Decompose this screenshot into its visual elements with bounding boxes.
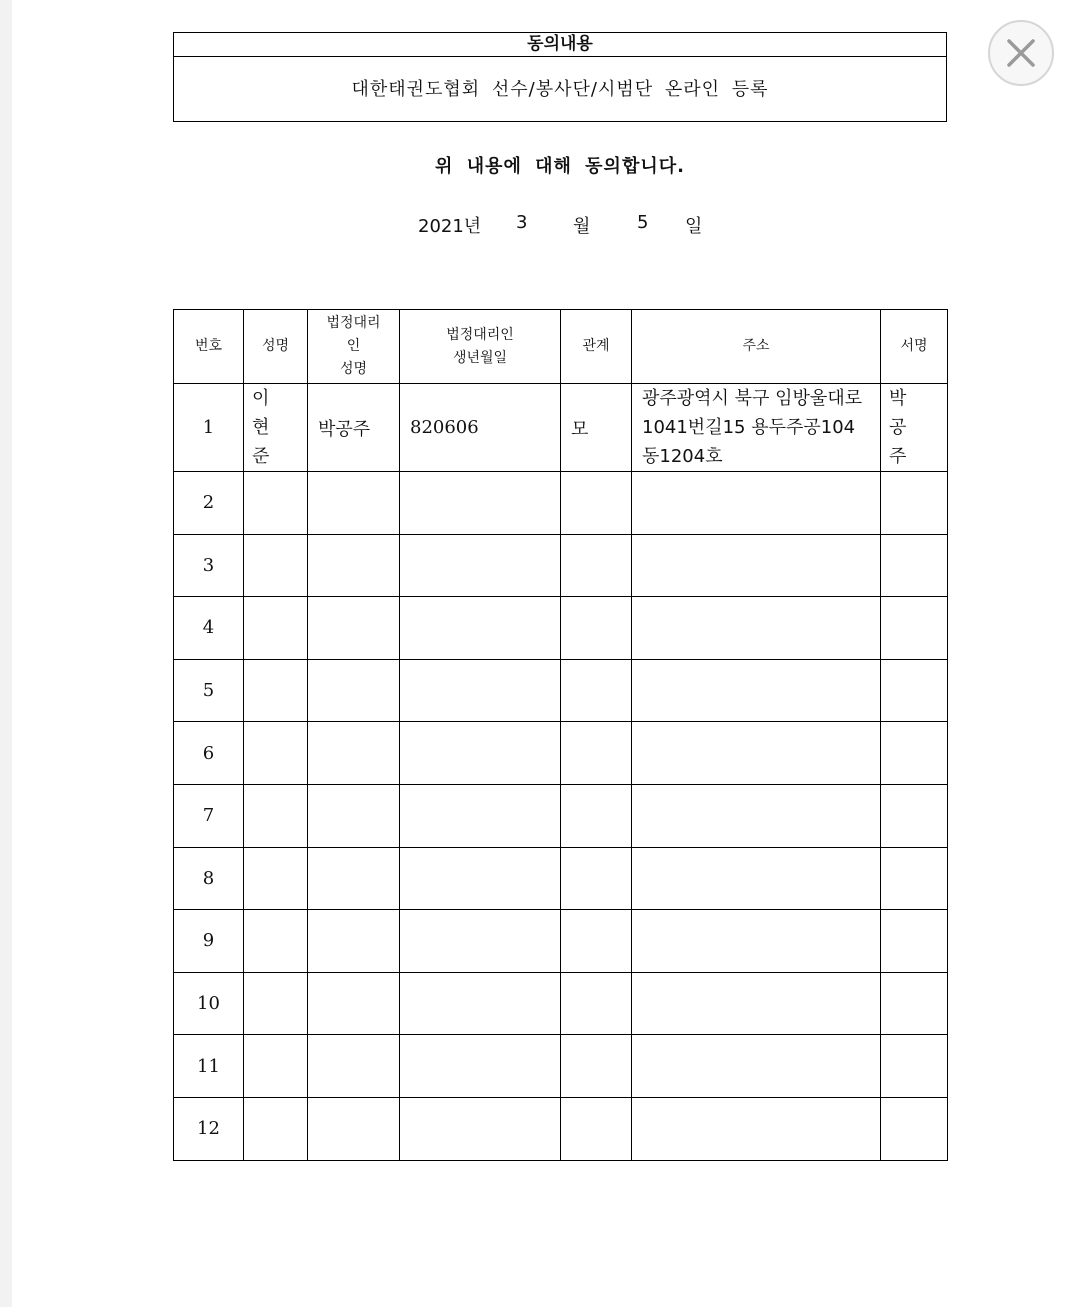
cell-relation [561, 534, 632, 597]
cell-relation [561, 972, 632, 1035]
cell-signature [881, 1097, 948, 1160]
cell-name [244, 722, 308, 785]
cell-guardian-name [308, 784, 400, 847]
close-button[interactable] [988, 20, 1054, 86]
row-number: 10 [174, 972, 244, 1035]
cell-address [632, 1097, 881, 1160]
cell-guardian-name [308, 597, 400, 660]
cell-name [244, 659, 308, 722]
cell-guardian-birth [400, 722, 561, 785]
table-row [174, 384, 948, 472]
cell-guardian-birth [400, 910, 561, 973]
cell-address [632, 1035, 881, 1098]
header-address: 주소 [632, 310, 881, 384]
header-no: 번호 [174, 310, 244, 384]
table-row [174, 847, 948, 910]
cell-relation [561, 597, 632, 660]
consent-header: 동의내용 [174, 33, 946, 57]
cell-signature [881, 597, 948, 660]
agree-statement: 위 내용에 대해 동의합니다. [435, 156, 685, 177]
table-row [174, 1097, 948, 1160]
cell-signature: 박 공 주 [881, 384, 948, 472]
cell-relation [561, 1097, 632, 1160]
cell-name [244, 1097, 308, 1160]
cell-relation [561, 1035, 632, 1098]
cell-name [244, 472, 308, 535]
cell-guardian-birth [400, 597, 561, 660]
cell-relation [561, 784, 632, 847]
cell-guardian-birth [400, 659, 561, 722]
date-month: 3 [516, 212, 528, 233]
cell-name [244, 972, 308, 1035]
roster-table [173, 309, 948, 1161]
cell-signature [881, 972, 948, 1035]
cell-guardian-birth: 820606 [400, 384, 561, 472]
cell-name [244, 847, 308, 910]
cell-name [244, 1035, 308, 1098]
row-number: 6 [174, 722, 244, 785]
table-row [174, 722, 948, 785]
cell-relation [561, 722, 632, 785]
cell-relation [561, 659, 632, 722]
row-number: 5 [174, 659, 244, 722]
cell-relation [561, 910, 632, 973]
cell-signature [881, 659, 948, 722]
row-number: 8 [174, 847, 244, 910]
cell-relation [561, 472, 632, 535]
cell-name [244, 597, 308, 660]
date-year: 2021년 [418, 216, 482, 237]
cell-relation [561, 847, 632, 910]
cell-guardian-name [308, 722, 400, 785]
row-number: 3 [174, 534, 244, 597]
cell-guardian-name [308, 534, 400, 597]
cell-address [632, 472, 881, 535]
table-row [174, 597, 948, 660]
date-month-label: 월 [573, 216, 591, 237]
cell-address [632, 722, 881, 785]
cell-name: 이 현 준 [244, 384, 308, 472]
cell-guardian-birth [400, 472, 561, 535]
row-number: 11 [174, 1035, 244, 1098]
cell-guardian-birth [400, 847, 561, 910]
consent-box [173, 32, 947, 122]
cell-address [632, 534, 881, 597]
cell-signature [881, 722, 948, 785]
table-row [174, 784, 948, 847]
cell-signature [881, 534, 948, 597]
cell-name [244, 534, 308, 597]
consent-body: 대한태권도협회 선수/봉사단/시범단 온라인 등록 [351, 79, 769, 100]
cell-relation: 모 [561, 384, 632, 472]
table-row [174, 659, 948, 722]
table-header-row [174, 310, 948, 384]
cell-address [632, 784, 881, 847]
cell-guardian-name [308, 1035, 400, 1098]
header-relation: 관계 [561, 310, 632, 384]
row-number: 9 [174, 910, 244, 973]
cell-name [244, 910, 308, 973]
table-row [174, 1035, 948, 1098]
header-guardian-birth: 법정대리인 생년월일 [400, 310, 561, 384]
cell-signature [881, 784, 948, 847]
cell-guardian-name [308, 910, 400, 973]
cell-guardian-name [308, 972, 400, 1035]
row-number: 2 [174, 472, 244, 535]
cell-signature [881, 910, 948, 973]
cell-name [244, 784, 308, 847]
cell-address [632, 910, 881, 973]
cell-guardian-name: 박공주 [308, 384, 400, 472]
cell-guardian-name [308, 472, 400, 535]
date-day-label: 일 [685, 216, 703, 237]
table-row [174, 534, 948, 597]
cell-guardian-name [308, 659, 400, 722]
cell-guardian-birth [400, 1097, 561, 1160]
cell-address [632, 597, 881, 660]
cell-guardian-birth [400, 784, 561, 847]
row-number: 7 [174, 784, 244, 847]
cell-address [632, 659, 881, 722]
table-row [174, 972, 948, 1035]
cell-guardian-birth [400, 534, 561, 597]
cell-signature [881, 1035, 948, 1098]
row-number: 4 [174, 597, 244, 660]
table-row [174, 910, 948, 973]
cell-address: 광주광역시 북구 임방울대로1041번길15 용두주공104동1204호 [632, 384, 881, 472]
cell-guardian-name [308, 847, 400, 910]
date-line [0, 212, 1080, 240]
cell-guardian-birth [400, 1035, 561, 1098]
header-signature: 서명 [881, 310, 948, 384]
cell-guardian-name [308, 1097, 400, 1160]
cell-address [632, 847, 881, 910]
table-row [174, 472, 948, 535]
left-edge-strip [0, 0, 12, 1307]
cell-guardian-birth [400, 972, 561, 1035]
header-guardian-name: 법정대리 인 성명 [308, 310, 400, 384]
close-icon [1006, 38, 1036, 68]
cell-address [632, 972, 881, 1035]
row-number: 1 [174, 384, 244, 472]
cell-signature [881, 472, 948, 535]
header-name: 성명 [244, 310, 308, 384]
date-day: 5 [637, 212, 649, 233]
row-number: 12 [174, 1097, 244, 1160]
cell-signature [881, 847, 948, 910]
